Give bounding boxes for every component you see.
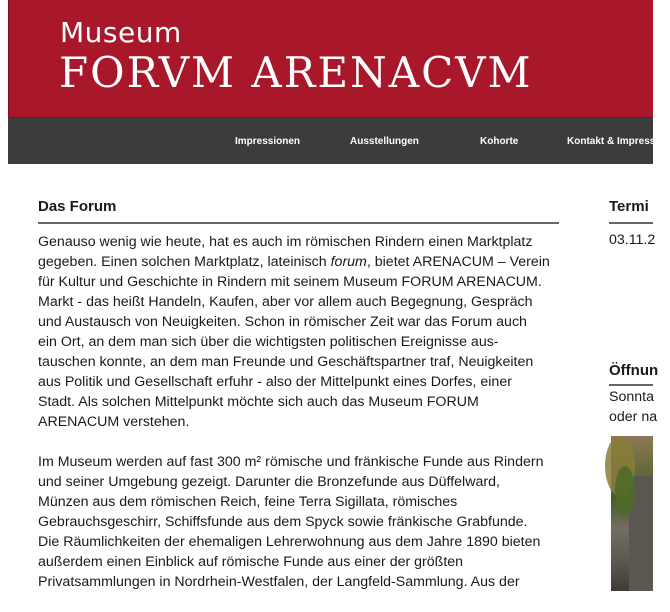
- text-line: und Austausch von Neuigkeiten. Schon in römischer Zeit war das Forum auch: [38, 314, 527, 330]
- text-segment: , bietet ARENACUM – Verein: [366, 254, 550, 270]
- text-line: für Kultur und Geschichte in Rindern mit seinem Museum FORUM ARENACUM.: [38, 274, 542, 290]
- nav-item-kohorte[interactable]: Kohorte: [480, 136, 519, 147]
- text-line: Gebrauchsgeschirr, Schiffsfunde aus dem Spyck sowie fränkische Grabfunde.: [38, 514, 528, 530]
- site-header: [8, 0, 653, 118]
- text-line: Die Räumlichkeiten der ehemaligen Lehrerwohnung aus dem Jahre 1890 bieten: [38, 534, 541, 550]
- text-line: ein Ort, an dem man sich über die wichtigsten politischen Ereignisse aus-: [38, 334, 499, 350]
- title-divider: [38, 222, 559, 224]
- emphasized-word: forum: [330, 254, 367, 270]
- text-line: ARENACUM verstehen.: [38, 414, 190, 430]
- text-line: aus Politik und Gesellschaft erfuhr - also der Mittelpunkt eines Dorfes, einer: [38, 374, 512, 390]
- sidebar-termine-date[interactable]: 03.11.2: [609, 232, 656, 248]
- nav-item-kontakt-impressum[interactable]: Kontakt & Impressum: [567, 136, 670, 147]
- photo-foliage-shape: [615, 466, 635, 516]
- text-line: [38, 252, 562, 272]
- nav-item-ausstellungen[interactable]: Ausstellungen: [350, 136, 419, 147]
- article-paragraph-1: [38, 232, 562, 432]
- museum-building-photo: [611, 436, 653, 591]
- article-body: [38, 232, 562, 612]
- text-line: Im Museum werden auf fast 300 m² römische und fränkische Funde aus Rindern: [38, 454, 544, 470]
- sidebar-hours-line-2: oder na: [609, 409, 658, 425]
- article-paragraph-2: [38, 452, 562, 592]
- text-line: Stadt. Als solchen Mittelpunkt möchte sich auch das Museum FORUM: [38, 394, 479, 410]
- text-line: außerdem einen Einblick auf römische Funde aus einer der größten: [38, 554, 464, 570]
- sidebar-hours-title: Öffnun: [609, 362, 659, 379]
- text-line: Genauso wenig wie heute, hat es auch im römischen Rindern einen Marktplatz: [38, 234, 533, 250]
- text-line: und seiner Umgebung gezeigt. Darunter die Bronzefunde aus Düffelward,: [38, 474, 500, 490]
- main-navigation: [8, 118, 670, 164]
- nav-item-impressionen[interactable]: Impressionen: [235, 136, 301, 147]
- sidebar-hours-divider: [609, 384, 653, 386]
- sidebar-termine-title: Termi: [609, 198, 649, 215]
- text-line: Münzen aus dem römischen Reich, feine Terra Sigillata, römisches: [38, 494, 458, 510]
- text-line: Privatsammlungen in Nordrhein-Westfalen, der Langfeld-Sammlung. Aus der: [38, 574, 520, 590]
- text-line: Markt - das heißt Handeln, Kaufen, aber vor allem auch Begegnung, Gespräch: [38, 294, 533, 310]
- text-segment: gegeben. Einen solchen Marktplatz, lateinisch: [38, 254, 331, 270]
- text-line: tauschen konnte, an dem man Freunde und Geschäftspartner traf, Neuigkeiten: [38, 354, 534, 370]
- sidebar-hours-line-1: Sonnta: [609, 389, 654, 405]
- sidebar-termine-divider: [609, 222, 653, 224]
- brand-museum-label[interactable]: Museum: [60, 16, 182, 49]
- page-title: Das Forum: [38, 198, 117, 215]
- brand-forum-arenacum-logo[interactable]: FORVM ARENACVM: [59, 48, 533, 97]
